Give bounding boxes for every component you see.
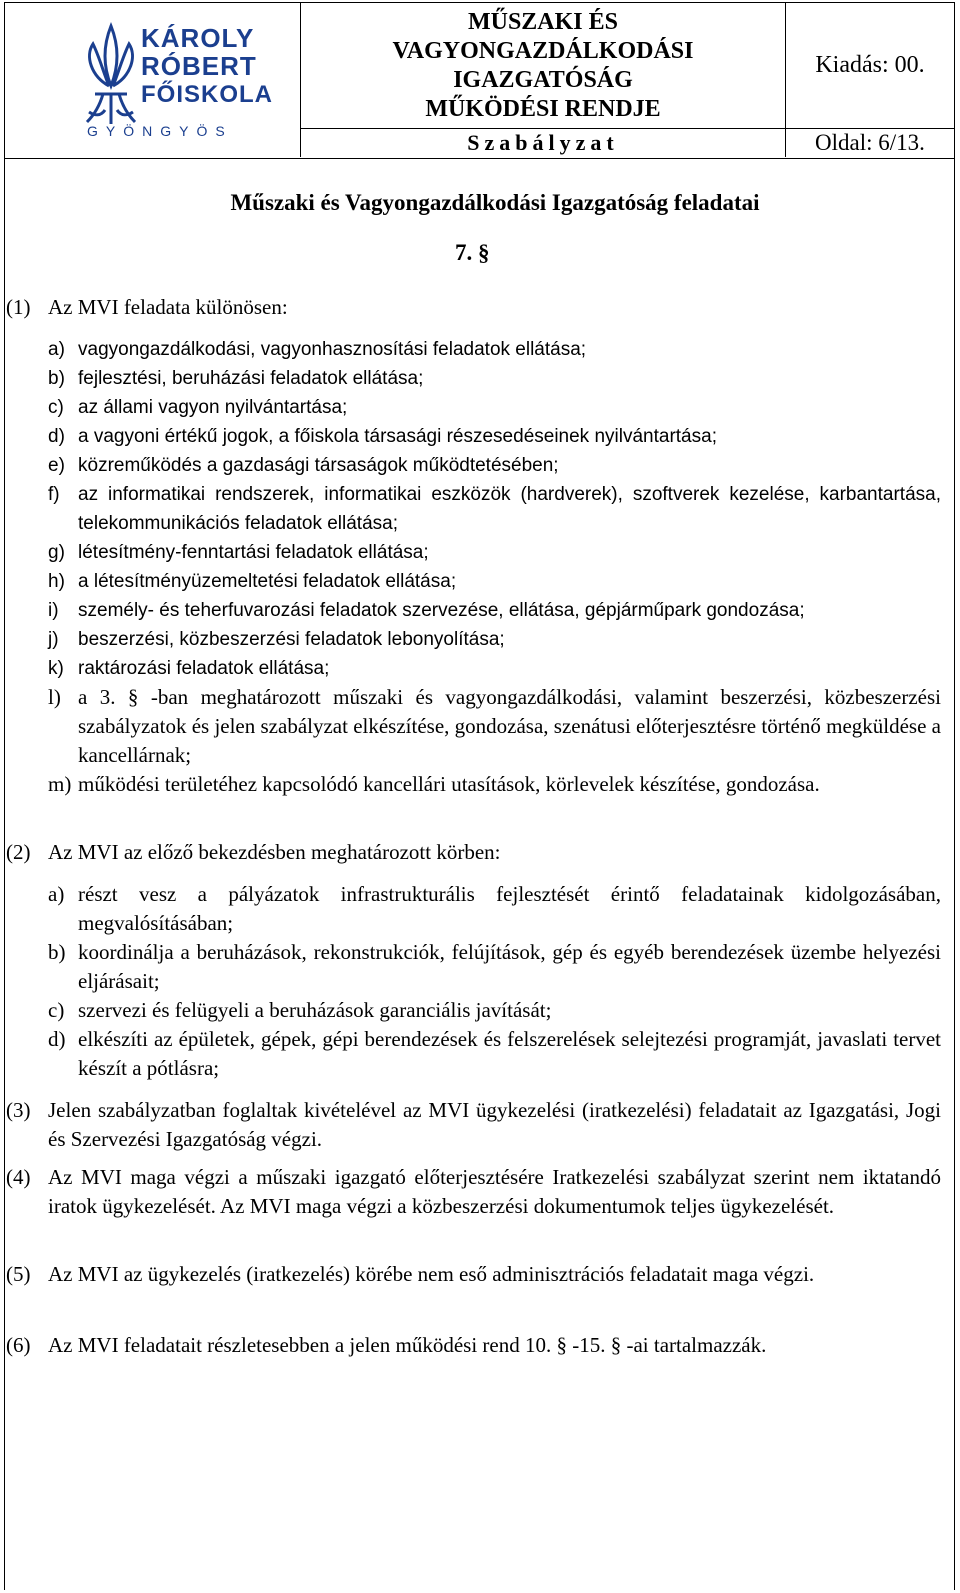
- paragraph-number: (1): [6, 295, 31, 319]
- paragraph-number: (3): [6, 1098, 31, 1122]
- paragraph-text: Jelen szabályzatban foglaltak kivételével az MVI ügykezelési (iratkezelési) feladatait az Igazgatási, Jogi és Szervezési Igazgatóság végzi.: [48, 1098, 941, 1151]
- list-item-text: koordinálja a beruházások, rekonstrukciók, felújítások, gép és egyéb berendezések üzembe helyezési eljárásait;: [78, 940, 941, 993]
- list-item-label: d): [48, 426, 65, 447]
- logo-text-line-3: FŐISKOLA: [141, 81, 273, 108]
- paragraph-number: (6): [6, 1333, 31, 1357]
- logo-cell: [5, 3, 301, 157]
- list-item-label: l): [48, 685, 61, 709]
- paragraph-number: (4): [6, 1165, 31, 1189]
- list-item-text: vagyongazdálkodási, vagyonhasznosítási feladatok ellátása;: [78, 339, 587, 360]
- list-item-label: a): [48, 882, 65, 906]
- list-item-text: beszerzési, közbeszerzési feladatok lebonyolítása;: [78, 629, 505, 650]
- list-item-label: e): [48, 455, 65, 476]
- list-item-label: j): [48, 629, 59, 650]
- list-item-label: i): [48, 600, 59, 621]
- list-item-text: működési területéhez kapcsolódó kancellári utasítások, körlevelek készítése, gondozása.: [78, 772, 820, 796]
- page-number-label: Oldal: 6/13.: [815, 130, 925, 155]
- list-item-label: c): [48, 998, 65, 1022]
- section-title: Műszaki és Vagyongazdálkodási Igazgatóság feladatai: [230, 190, 760, 215]
- edition-label: Kiadás: 00.: [786, 3, 954, 129]
- paragraph-text: Az MVI az ügykezelés (iratkezelés) körébe nem eső adminisztrációs feladatait maga végzi.: [48, 1262, 815, 1286]
- paragraph-text: Az MVI feladata különösen:: [48, 295, 288, 319]
- paragraph-text: Az MVI feladatait részletesebben a jelen működési rend 10. § -15. § -ai tartalmazzák.: [48, 1333, 767, 1357]
- list-item-label: h): [48, 571, 65, 592]
- list-item-text: elkészíti az épületek, gépek, gépi berendezések és felszerelések selejtezési programját, javaslati tervet készít a pótlásra;: [78, 1027, 941, 1080]
- title-line-1: MŰSZAKI ÉS: [467, 8, 619, 35]
- title-line-3: IGAZGATÓSÁG: [453, 66, 633, 93]
- paragraph-number: (5): [6, 1262, 31, 1286]
- list-item-text: személy- és teherfuvarozási feladatok szervezése, ellátása, gépjárműpark gondozása;: [78, 600, 805, 621]
- list-item-label: g): [48, 542, 65, 563]
- list-item-label: b): [48, 368, 65, 389]
- list-item-text: a létesítményüzemeltetési feladatok ellátása;: [78, 571, 457, 592]
- list-item-text: szervezi és felügyeli a beruházások garanciális javítását;: [78, 998, 552, 1022]
- logo-subtitle: GYÖNGYÖS: [87, 123, 233, 139]
- document-header: [4, 2, 955, 159]
- list-item-text: a 3. § -ban meghatározott műszaki és vagyongazdálkodási, valamint beszerzési, közbeszerzési szabályzatok és jelen szabályzat elkészítése, gondozása, szenátusi előterjesztésre történő megküldése a kancellárnak;: [78, 685, 941, 767]
- list-item-text: létesítmény-fenntartási feladatok ellátása;: [78, 542, 429, 563]
- paragraph-text: Az MVI maga végzi a műszaki igazgató előterjesztésére Iratkezelési szabályzat szerint nem iktatandó iratok ügykezelését. Az MVI maga végzi a közbeszerzési dokumentumok teljes ügykezelését.: [48, 1165, 941, 1218]
- list-item-text: közreműködés a gazdasági társaságok működtetésében;: [78, 455, 559, 476]
- paragraph-number: (2): [6, 840, 31, 864]
- list-item-label: b): [48, 940, 66, 964]
- list-item-text: fejlesztési, beruházási feladatok ellátása;: [78, 368, 424, 389]
- paragraph-text: Az MVI az előző bekezdésben meghatározott körben:: [48, 840, 501, 864]
- list-item-text: az állami vagyon nyilvántartása;: [78, 397, 348, 418]
- list-item-label: f): [48, 484, 60, 505]
- section-number: 7. §: [455, 240, 490, 265]
- list-item-label: d): [48, 1027, 66, 1051]
- list-item-label: m): [48, 772, 72, 796]
- list-item-text: a vagyoni értékű jogok, a főiskola társasági részesedéseinek nyilvántartása;: [78, 426, 717, 447]
- list-item-label: a): [48, 339, 65, 360]
- logo-text-line-1: KÁROLY: [141, 23, 255, 53]
- list-item-label: k): [48, 658, 64, 679]
- title-line-4: MŰKÖDÉSI RENDJE: [425, 95, 661, 122]
- document-title: [301, 3, 786, 129]
- title-line-2: VAGYONGAZDÁLKODÁSI: [392, 37, 694, 64]
- list-item-label: c): [48, 397, 64, 418]
- list-item-text: részt vesz a pályázatok infrastrukturális fejlesztését érintő feladatainak kidolgozásában, megvalósításában;: [78, 882, 941, 935]
- list-item-text: az informatikai rendszerek, informatikai eszközök (hardverek), szoftverek kezelése, karbantartása, telekommunikációs feladatok ellátása;: [78, 484, 941, 534]
- document-type-label: Szabályzat: [301, 129, 786, 157]
- list-item-text: raktározási feladatok ellátása;: [78, 658, 330, 679]
- logo-text-line-2: RÓBERT: [141, 51, 257, 81]
